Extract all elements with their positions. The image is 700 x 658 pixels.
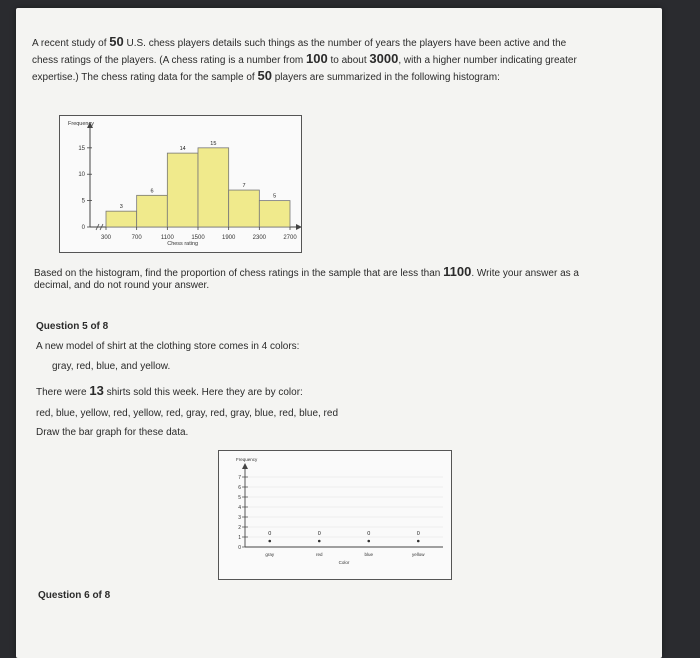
- y-axis-label: Frequency: [236, 457, 258, 462]
- y-axis-arrow: [242, 463, 248, 469]
- question-4-text: . Write your answer as a: [471, 268, 579, 279]
- x-tick-label: 1100: [160, 235, 174, 241]
- intro-text: chess ratings of the players. (A chess rating is a number from: [32, 55, 307, 66]
- bar-value-label: 0: [367, 531, 371, 537]
- x-tick-label: 1500: [191, 235, 205, 241]
- y-tick-label: 3: [238, 515, 241, 521]
- intro-text: players are summarized in the following histogram:: [271, 72, 500, 83]
- rating-min: 100: [306, 51, 328, 66]
- question-6-heading: Question 6 of 8: [38, 590, 111, 601]
- y-tick-label: 0: [81, 225, 85, 231]
- category-label: gray: [265, 552, 275, 557]
- intro-line-3: [32, 67, 652, 87]
- x-tick-label: 700: [131, 235, 142, 241]
- bar-value-label: 7: [242, 183, 246, 190]
- bar-drag-handle[interactable]: [268, 540, 271, 543]
- bar-value-label: 5: [273, 193, 277, 200]
- category-label: red: [315, 552, 323, 557]
- sample-size: 50: [257, 68, 272, 83]
- histogram-bar: [229, 190, 260, 227]
- y-tick-label: 10: [78, 172, 85, 179]
- category-label: blue: [364, 552, 374, 557]
- histogram-bar: [167, 153, 198, 227]
- y-tick-label: 5: [81, 198, 85, 205]
- colors-list: gray, red, blue, and yellow.: [52, 361, 171, 372]
- question-5-heading: Question 5 of 8: [36, 321, 109, 332]
- category-label: yellow: [411, 552, 425, 557]
- bar-drag-handle[interactable]: [318, 540, 321, 543]
- y-axis-label: Frequency: [68, 121, 94, 127]
- question-4-text: Based on the histogram, find the proportion of chess ratings in the sample that are less than: [34, 268, 444, 279]
- y-tick-label: 5: [238, 495, 241, 501]
- y-tick-label: 7: [238, 475, 241, 481]
- x-axis-label: Color: [338, 560, 350, 565]
- histogram-chart: [60, 116, 301, 252]
- color-data-line: red, blue, yellow, red, yellow, red, gray, red, gray, blue, red, blue, red: [36, 408, 339, 419]
- sample-size: 50: [109, 34, 124, 49]
- instruction-line: Draw the bar graph for these data.: [36, 427, 189, 438]
- intro-text: U.S. chess players details such things as the number of years the players have been active and the: [123, 38, 567, 49]
- question-5-line-1: A new model of shirt at the clothing store comes in 4 colors:: [36, 341, 300, 352]
- bar-value-label: 6: [150, 188, 154, 195]
- intro-text: A recent study of: [32, 38, 110, 49]
- sold-text: There were: [36, 387, 90, 398]
- bar-value-label: 0: [416, 531, 420, 537]
- bar-drag-handle[interactable]: [417, 540, 420, 543]
- y-tick-label: 6: [238, 485, 241, 491]
- bar-value-label: 3: [119, 204, 123, 211]
- shirts-sold-line: [36, 382, 303, 402]
- shirts-count: 13: [89, 383, 104, 398]
- x-tick-label: 2300: [252, 235, 267, 241]
- bar-drag-handle[interactable]: [367, 540, 370, 543]
- x-axis-arrow: [296, 224, 301, 230]
- bar-value-label: 0: [268, 531, 272, 537]
- bar-value-label: 15: [210, 140, 217, 147]
- histogram-frame: [59, 115, 302, 253]
- y-tick-label: 0: [238, 545, 241, 551]
- y-tick-label: 2: [238, 525, 241, 531]
- bar-graph-chart[interactable]: [219, 451, 451, 579]
- bar-graph-frame[interactable]: [218, 450, 452, 580]
- x-tick-label: 300: [100, 235, 112, 241]
- bar-value-label: 0: [317, 531, 321, 537]
- question-4-line-2: decimal, and do not round your answer.: [34, 280, 210, 291]
- intro-text: expertise.) The chess rating data for the sample of: [32, 72, 258, 83]
- y-tick-label: 4: [238, 505, 241, 511]
- histogram-bar: [259, 201, 290, 227]
- rating-max: 3000: [369, 51, 399, 66]
- histogram-bar: [106, 211, 137, 227]
- intro-text: , with a higher number indicating greater: [398, 55, 577, 66]
- histogram-bar: [137, 195, 168, 227]
- bar-value-label: 14: [179, 146, 186, 153]
- y-tick-label: 1: [238, 535, 241, 541]
- x-tick-label: 2700: [283, 235, 297, 241]
- x-axis-label: Chess rating: [167, 241, 199, 247]
- sold-text: shirts sold this week. Here they are by color:: [103, 387, 303, 398]
- histogram-bar: [198, 148, 229, 227]
- threshold-value: 1100: [443, 264, 472, 279]
- y-tick-label: 15: [78, 145, 85, 152]
- x-tick-label: 1900: [221, 235, 236, 241]
- question-sheet: [16, 8, 662, 658]
- intro-text: to about: [327, 55, 370, 66]
